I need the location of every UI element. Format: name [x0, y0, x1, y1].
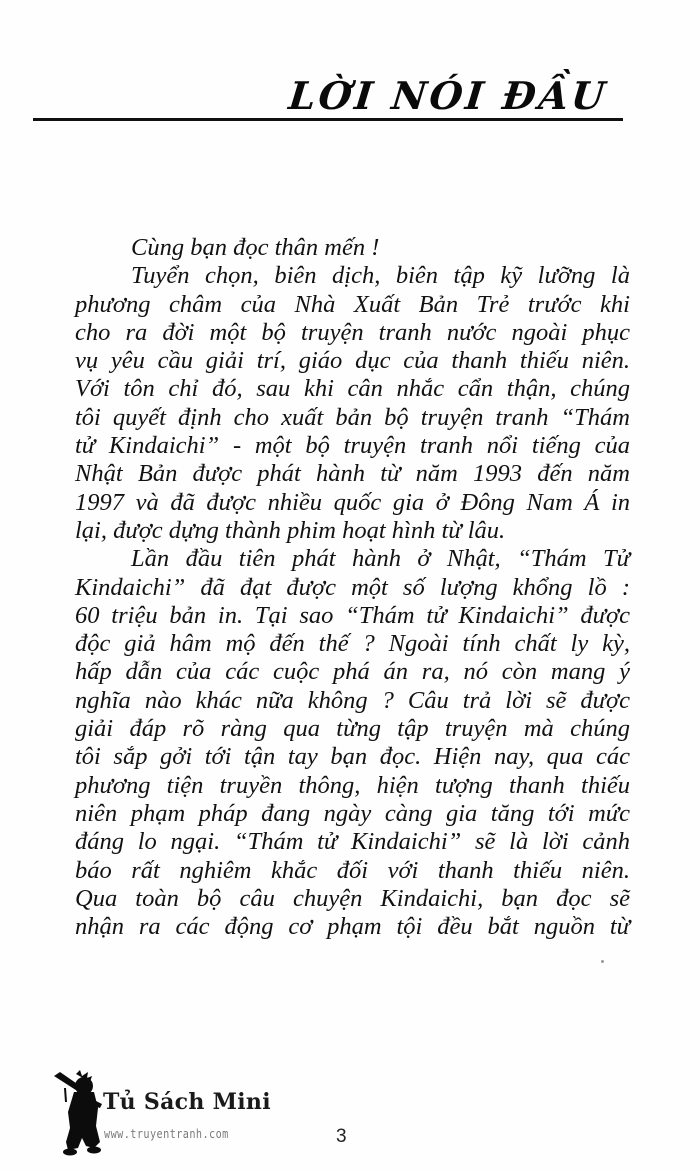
text-line: phương tiện truyền thông, hiện tượng thanh thiếu [75, 771, 630, 799]
paper-speck [601, 960, 604, 963]
text-line: 60 triệu bản in. Tại sao “Thám tử Kindaichi” được [75, 601, 630, 629]
text-line: nhận ra các động cơ phạm tội đều bắt nguồn từ [75, 913, 630, 941]
page-title: LỜI NÓI ĐẦU [287, 73, 611, 118]
brand-url: www.truyentranh.com [104, 1127, 229, 1141]
text-line: tôi quyết định cho xuất bản bộ truyện tranh “Thám [75, 403, 630, 431]
text-line: hấp dẫn của các cuộc phá án ra, nó còn mang ý [75, 658, 630, 686]
text-line: 1997 và đã được nhiều quốc gia ở Đông Nam Á in [75, 488, 630, 516]
text-line: Lần đầu tiên phát hành ở Nhật, “Thám Tử [131, 545, 630, 573]
text-line: Nhật Bản được phát hành từ năm 1993 đến năm [75, 460, 630, 488]
text-line: đáng lo ngại. “Thám tử Kindaichi” sẽ là lời cảnh [75, 828, 630, 856]
brand-name: Tủ Sách Mini [103, 1089, 271, 1115]
text-line: Kindaichi” đã đạt được một số lượng khổng lồ : [75, 573, 630, 601]
text-line: Tuyển chọn, biên dịch, biên tập kỹ lưỡng là [131, 262, 630, 290]
text-line: tôi sắp gởi tới tận tay bạn đọc. Hiện nay, qua các [75, 743, 630, 771]
text-line: báo rất nghiêm khắc đối với thanh thiếu niên. [75, 856, 630, 884]
text-line: niên phạm pháp đang ngày càng gia tăng tới mức [75, 799, 630, 827]
text-line: Qua toàn bộ câu chuyện Kindaichi, bạn đọc sẽ [75, 884, 630, 912]
text-line: phương châm của Nhà Xuất Bản Trẻ trước khi [75, 290, 630, 318]
text-line: giải đáp rõ ràng qua từng tập truyện mà chúng [75, 715, 630, 743]
text-line: nghĩa nào khác nữa không ? Câu trả lời sẽ được [75, 686, 630, 714]
text-line: lại, được dựng thành phim hoạt hình từ lâu. [75, 516, 506, 544]
text-line: vụ yêu cầu giải trí, giáo dục của thanh thiếu niên. [75, 347, 630, 375]
greeting-line: Cùng bạn đọc thân mến ! [131, 234, 380, 261]
text-line: tử Kindaichi” - một bộ truyện tranh nổi tiếng của [75, 432, 630, 460]
text-line: Với tôn chỉ đó, sau khi cân nhắc cẩn thận, chúng [75, 375, 630, 403]
text-line: cho ra đời một bộ truyện tranh nước ngoài phục [75, 318, 630, 346]
preface-body [75, 234, 630, 941]
text-line: độc giả hâm mộ đến thế ? Ngoài tính chất ly kỳ, [75, 630, 630, 658]
title-underline [33, 118, 623, 121]
page-number: 3 [336, 1126, 347, 1147]
